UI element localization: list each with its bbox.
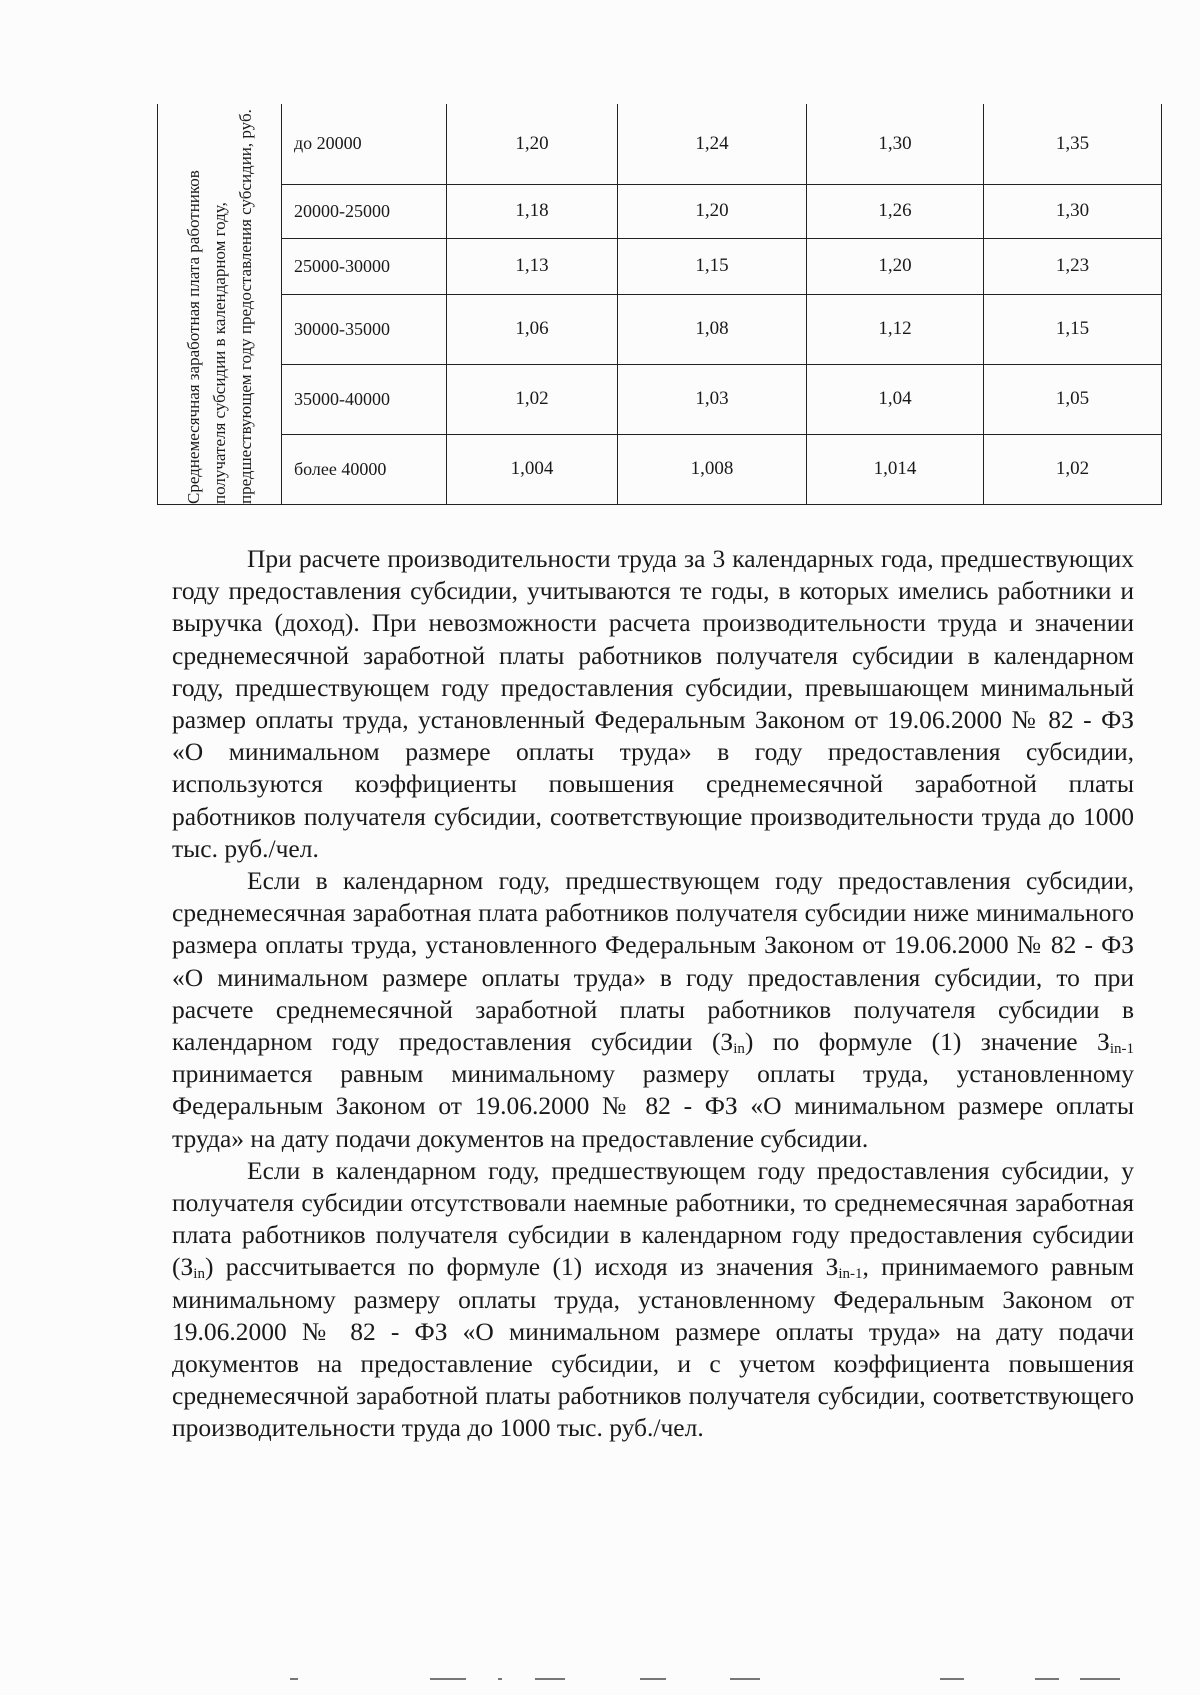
value-cell: 1,02 <box>447 364 618 434</box>
value-cell: 1,15 <box>618 238 807 294</box>
range-cell: 30000-35000 <box>282 294 447 364</box>
row-header-label: Среднемесячная заработная плата работников получателя субсидии в календарном году, предшествующем году предоставления субсидии, руб. <box>183 108 255 504</box>
value-cell: 1,03 <box>618 364 807 434</box>
value-cell: 1,24 <box>618 104 807 184</box>
value-cell: 1,05 <box>984 364 1162 434</box>
value-cell: 1,15 <box>984 294 1162 364</box>
coefficient-table-grid <box>157 104 1162 505</box>
scan-artifacts <box>0 1678 1200 1684</box>
paragraph-no-employees <box>172 1155 1134 1445</box>
value-cell: 1,13 <box>447 238 618 294</box>
range-cell: 35000-40000 <box>282 364 447 434</box>
value-cell: 1,12 <box>807 294 984 364</box>
paragraph-productivity: При расчете производительности труда за 3 календарных года, предшествующих году предоставления субсидии, учитываются те годы, в которых имелись работники и выручка (доход). При невозможности расчета производительности труда и значении среднемесячной заработной платы работников получателя субсидии в календарном году, предшествующем году предоставления субсидии, превышающем минимальный размер оплаты труда, установленный Федеральным Законом от 19.06.2000 № 82 - ФЗ «О минимальном размере оплаты труда» в году предоставления субсидии, используются коэффициенты повышения среднемесячной заработной платы работников получателя субсидии, соответствующие производительности труда до 1000 тыс. руб./чел. <box>172 544 1134 863</box>
value-cell: 1,014 <box>807 434 984 504</box>
value-cell: 1,08 <box>618 294 807 364</box>
row-header-cell <box>158 104 282 504</box>
table-row <box>158 294 1162 364</box>
range-cell: до 20000 <box>282 104 447 184</box>
table-row <box>158 238 1162 294</box>
text-run: ) рассчитывается по формуле (1) исходя из значения З <box>204 1252 839 1282</box>
range-cell: 25000-30000 <box>282 238 447 294</box>
text-run: , принимаемого равным минимальному размеру оплаты труда, установленному Федеральным Законом от 19.06.2000 № 82 - ФЗ «О минимальном размере оплаты труда» на дату подачи документов на предоставление субсидии, и с учетом коэффициента повышения среднемесячной заработной платы работников получателя субсидии, соответствующего производительности труда до 1000 тыс. руб./чел. <box>172 1252 1135 1443</box>
value-cell: 1,06 <box>447 294 618 364</box>
subscript: in <box>733 1041 745 1058</box>
value-cell: 1,18 <box>447 184 618 238</box>
value-cell: 1,20 <box>618 184 807 238</box>
subscript: in-1 <box>1109 1041 1134 1058</box>
table-row <box>158 104 1162 184</box>
paragraph-below-minimum-wage <box>172 865 1134 1155</box>
value-cell: 1,23 <box>984 238 1162 294</box>
value-cell: 1,20 <box>807 238 984 294</box>
subscript: in <box>193 1266 205 1283</box>
body-text <box>172 543 1134 1445</box>
value-cell: 1,04 <box>807 364 984 434</box>
subscript: in-1 <box>838 1266 863 1283</box>
value-cell: 1,26 <box>807 184 984 238</box>
range-cell: 20000-25000 <box>282 184 447 238</box>
value-cell: 1,30 <box>984 184 1162 238</box>
value-cell: 1,30 <box>807 104 984 184</box>
table-row <box>158 434 1162 504</box>
coefficient-table <box>157 104 1162 505</box>
table-row <box>158 364 1162 434</box>
text-run: Если в календарном году, предшествующем году предоставления субсидии, среднемесячная заработная плата работников получателя субсидии ниже минимального размера оплаты труда, установленного Федеральным Законом от 19.06.2000 № 82 - ФЗ «О минимальном размере оплаты труда» в году предоставления субсидии, то при расчете среднемесячной заработной платы работников получателя субсидии в календарном году предоставления субсидии (З <box>172 866 1134 1057</box>
value-cell: 1,35 <box>984 104 1162 184</box>
text-run: принимается равным минимальному размеру оплаты труда, установленному Федеральным Законом от 19.06.2000 № 82 - ФЗ «О минимальном размере оплаты труда» на дату подачи документов на предоставление субсидии. <box>172 1059 1134 1153</box>
table-row <box>158 184 1162 238</box>
value-cell: 1,008 <box>618 434 807 504</box>
value-cell: 1,20 <box>447 104 618 184</box>
text-run: Если в календарном году, предшествующем году предоставления субсидии, у получателя субсидии отсутствовали наемные работники, то среднемесячная заработная плата работников получателя субсидии в календарном году предоставления субсидии (З <box>172 1155 1134 1282</box>
range-cell: более 40000 <box>282 434 447 504</box>
value-cell: 1,02 <box>984 434 1162 504</box>
value-cell: 1,004 <box>447 434 618 504</box>
text-run: ) по формуле (1) значение З <box>744 1027 1110 1057</box>
